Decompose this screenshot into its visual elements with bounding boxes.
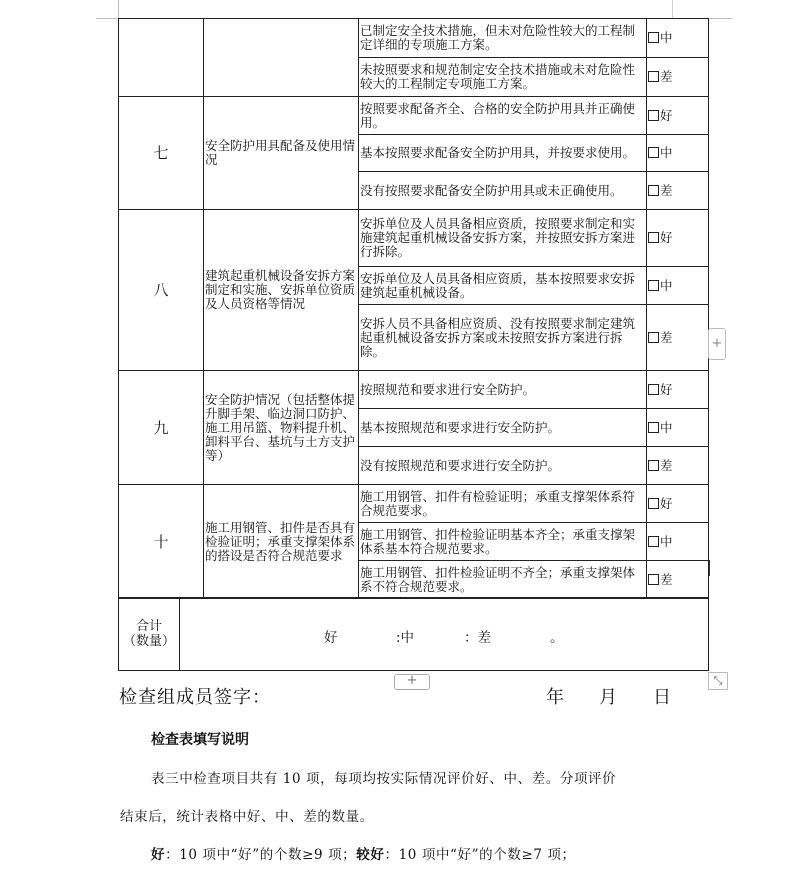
standard-cell: 没有按照要求配备安全防护用具或未正确使用。: [359, 172, 647, 210]
summary-label-cell: 合计 （数量）: [119, 598, 180, 671]
item-name-cell: 施工用钢管、扣件是否具有检验证明；承重支撑架体系的搭设是否符合规范要求: [204, 485, 359, 599]
standard-cell: 施工用钢管、扣件有检验证明；承重支撑架体系符合规范要求。: [359, 485, 647, 523]
checkbox-icon: [648, 574, 659, 585]
summary-mid: :中: [396, 630, 415, 646]
standard-cell: 按照要求配备齐全、合格的安全防护用具并正确使用。: [359, 97, 647, 135]
rating-checkbox[interactable]: 中: [647, 19, 709, 58]
checkbox-icon: [648, 460, 659, 471]
fair-criteria: ：10 项中“好”的个数≥7 项；: [384, 847, 576, 863]
notes-paragraph-1: 表三中检查项目共有 10 项，每项均按实际情况评价好、中、差。分项评价: [151, 771, 617, 787]
rating-checkbox[interactable]: 中: [647, 409, 709, 447]
item-number-cell: 十: [119, 485, 204, 599]
notes-paragraph-1-cont: 结束后，统计表格中好、中、差的数量。: [120, 809, 374, 825]
item-name-cell: [204, 19, 359, 97]
standard-cell: 已制定安全技术措施，但未对危险性较大的工程制定详细的专项施工方案。: [359, 19, 647, 58]
rating-checkbox[interactable]: 差: [647, 561, 709, 599]
checkbox-icon: [648, 384, 659, 395]
rating-checkbox[interactable]: 差: [647, 305, 709, 371]
page-corner-mark-left: [118, 0, 119, 18]
standard-cell: 按照规范和要求进行安全防护。: [359, 371, 647, 409]
rating-checkbox[interactable]: 差: [647, 58, 709, 97]
item-number-cell: 七: [119, 97, 204, 210]
checkbox-icon: [648, 422, 659, 433]
checkbox-icon: [648, 332, 659, 343]
standard-cell: 未按照要求和规范制定安全技术措施或未对危险性较大的工程制定专项施工方案。: [359, 58, 647, 97]
checkbox-icon: [648, 147, 659, 158]
standard-cell: 施工用钢管、扣件检验证明基本齐全；承重支撑架体系基本符合规范要求。: [359, 523, 647, 561]
rating-checkbox[interactable]: 差: [647, 447, 709, 485]
standard-cell: 安拆单位及人员具备相应资质，基本按照要求安拆建筑起重机械设备。: [359, 267, 647, 305]
checkbox-icon: [648, 110, 659, 121]
checkbox-icon: [648, 185, 659, 196]
text-cursor: [709, 560, 710, 576]
page-margin-line-right: [708, 18, 732, 19]
checkbox-icon: [648, 232, 659, 243]
rating-checkbox[interactable]: 好: [647, 210, 709, 267]
rating-checkbox[interactable]: 中: [647, 267, 709, 305]
standard-cell: 安拆人员不具备相应资质、没有按照要求制定建筑起重机械设备安拆方案或未按照安拆方案进行拆除。: [359, 305, 647, 371]
summary-values-cell[interactable]: [180, 598, 709, 671]
table-resize-icon[interactable]: ⤡: [708, 672, 728, 690]
summary-end: 。: [550, 630, 564, 646]
summary-bad: ：差: [464, 630, 491, 646]
item-number-cell: 八: [119, 210, 204, 371]
summary-table: [118, 597, 709, 671]
notes-heading: 检查表填写说明: [151, 732, 249, 748]
checkbox-icon: [648, 536, 659, 547]
summary-good: 好: [324, 630, 338, 646]
rating-checkbox[interactable]: 好: [647, 97, 709, 135]
good-criteria: ：10 项中“好”的个数≥9 项；: [165, 847, 357, 863]
page-corner-mark-right: [672, 0, 673, 18]
item-name-cell: 安全防护用具配备及使用情况: [204, 97, 359, 210]
page-margin-line-left: [96, 18, 118, 19]
standard-cell: 施工用钢管、扣件检验证明不齐全；承重支撑架体系不符合规范要求。: [359, 561, 647, 599]
signature-label: 检查组成员签字：: [119, 687, 271, 708]
standard-cell: 基本按照要求配备安全防护用具，并按要求使用。: [359, 135, 647, 172]
add-row-button[interactable]: +: [394, 674, 430, 690]
inspection-table: [118, 18, 709, 599]
standard-cell: 安拆单位及人员具备相应资质，按照要求制定和实施建筑起重机械设备安拆方案，并按照安拆方案进行拆除。: [359, 210, 647, 267]
rating-checkbox[interactable]: 中: [647, 523, 709, 561]
date-day-label: 日: [653, 687, 671, 708]
rating-checkbox[interactable]: 好: [647, 485, 709, 523]
checkbox-icon: [648, 32, 659, 43]
rating-checkbox[interactable]: 好: [647, 371, 709, 409]
fair-term: 较好: [356, 847, 385, 863]
notes-paragraph-2: [120, 843, 680, 863]
item-number-cell: [119, 19, 204, 97]
rating-checkbox[interactable]: 差: [647, 172, 709, 210]
checkbox-icon: [648, 280, 659, 291]
good-term: 好: [151, 847, 166, 863]
item-name-cell: 安全防护情况（包括整体提升脚手架、临边洞口防护、施工用吊篮、物料提升机、卸料平台、基坑与土方支护等）: [204, 371, 359, 485]
rating-checkbox[interactable]: 中: [647, 135, 709, 172]
checkbox-icon: [648, 71, 659, 82]
checkbox-icon: [648, 498, 659, 509]
standard-cell: 基本按照规范和要求进行安全防护。: [359, 409, 647, 447]
item-name-cell: 建筑起重机械设备安拆方案制定和实施、安拆单位资质及人员资格等情况: [204, 210, 359, 371]
standard-cell: 没有按照规范和要求进行安全防护。: [359, 447, 647, 485]
date-year-label: 年: [546, 687, 564, 708]
date-month-label: 月: [599, 687, 617, 708]
add-column-button[interactable]: +: [708, 328, 726, 360]
item-number-cell: 九: [119, 371, 204, 485]
